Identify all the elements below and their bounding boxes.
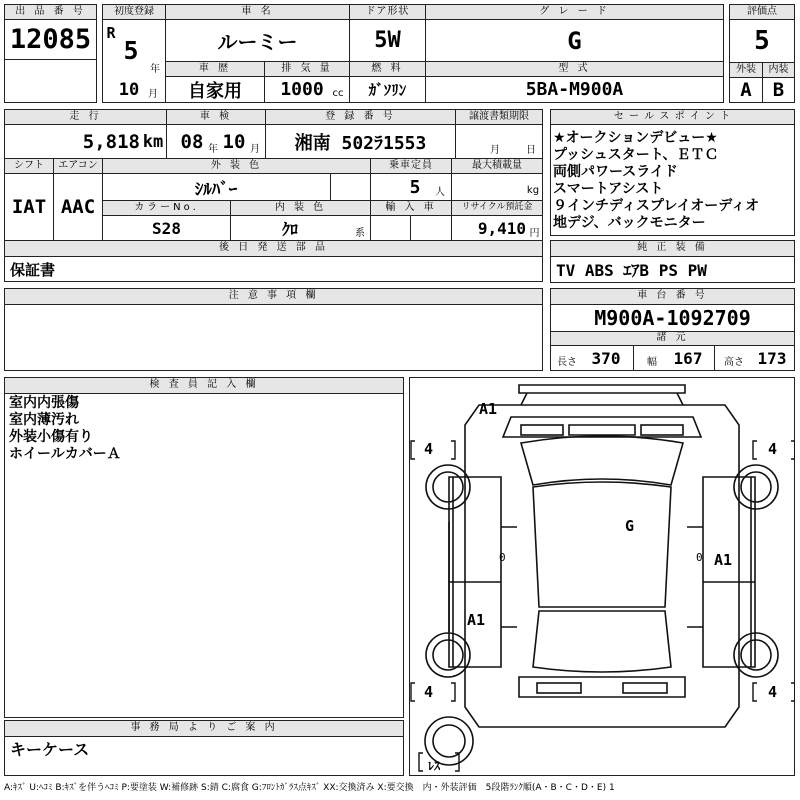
int-color-header: 内 装 色 (230, 200, 371, 216)
inspector-notes-header: 検 査 員 記 入 欄 (4, 377, 404, 394)
import-header: 輸 入 車 (370, 200, 452, 216)
first-reg-era: R (106, 24, 116, 42)
inspector-note: 外装小傷有り (9, 429, 93, 445)
sales-point: スマートアシスト (553, 181, 664, 197)
first-reg-header: 初度登録 (102, 4, 166, 20)
int-color-unit: 系 (355, 227, 365, 239)
side-zero-left: 0 (499, 551, 506, 564)
damage-mark-glass: G (625, 517, 635, 535)
first-reg-month: 10 (118, 80, 140, 100)
grade: G (567, 26, 582, 55)
later-items: 保証書 (10, 260, 56, 279)
capacity-header: 乗車定員 (370, 158, 452, 174)
office-notes-header: 事 務 局 よ り ご 案 内 (4, 720, 404, 737)
fuel-header: 燃 料 (349, 61, 426, 77)
shift-header: シフト (4, 158, 54, 174)
eval-header: 評価点 (729, 4, 795, 20)
tire-value-rear-left: 4 (424, 683, 434, 701)
exterior-header: 外装 (729, 62, 763, 78)
displacement: 1000 (280, 79, 324, 100)
recycle: 9,410 (477, 218, 526, 238)
inspection-year-unit: 年 (208, 143, 218, 155)
car-diagram (409, 377, 795, 776)
shift: IAT (11, 196, 47, 218)
inspection-month: 10 (222, 130, 246, 153)
sales-point: ★オークションデビュー★ (553, 130, 718, 146)
car-outline (465, 405, 739, 727)
sales-point: 地デジ、バックモニター (553, 215, 706, 231)
max-load-header: 最大積載量 (451, 158, 543, 174)
exterior-score: A (740, 79, 752, 101)
first-reg-year: 5 (123, 35, 139, 65)
max-load-unit: kg (526, 184, 540, 196)
windshield (521, 436, 683, 485)
first-reg-year-unit: 年 (150, 63, 160, 75)
dim-length-label: 長さ (557, 356, 577, 368)
first-reg-month-unit: 月 (148, 88, 158, 100)
dim-height: 173 (757, 348, 787, 368)
office-notes: キーケース (10, 739, 90, 759)
aircon-header: エアコン (53, 158, 103, 174)
door-type: 5W (374, 28, 401, 53)
genuine-equip: TV ABS ｴｱB PS PW (556, 261, 707, 280)
rear-window (533, 611, 671, 672)
sales-points-header: セ ー ル ス ポ イ ン ト (550, 109, 795, 125)
later-items-header: 後 日 発 送 部 品 (4, 240, 543, 257)
dimensions-header: 諸 元 (550, 331, 795, 346)
sales-point: 両側パワースライド (553, 164, 678, 180)
chassis-no: M900A-1092709 (594, 306, 751, 330)
front-bumper (519, 385, 685, 393)
sales-point: プッシュスタート、ＥＴＣ (553, 147, 719, 163)
right-side (703, 477, 755, 667)
inspector-notes-list (9, 395, 399, 463)
legend-footer: A:ｷｽﾞ U:ﾍｺﾐ B:ｷｽﾞを伴うﾍｺﾐ P:要塗装 W:補修跡 S:錆 C:腐食 G:ﾌﾛﾝﾄｶﾞﾗｽ点ｷｽﾞ XX:交換済み X:要交換 内・外装評価 5段階ﾗﾝｸ順(A・B・C・D・E) 1 (4, 783, 615, 793)
model-type: 5BA-M900A (525, 79, 624, 100)
genuine-equip-header: 純 正 装 備 (550, 240, 795, 257)
lot-no-header: 出 品 番 号 (4, 4, 97, 20)
grade-header: グ レ ー ド (425, 4, 724, 20)
caution-box (4, 304, 543, 371)
inspection-month-unit: 月 (250, 143, 260, 155)
damage-mark-front-left: A1 (479, 400, 498, 418)
recycle-header: リサイクル預託金 (451, 200, 543, 216)
lot-blank-box (4, 59, 97, 103)
interior-score: B (772, 79, 785, 101)
sales-points-list (553, 130, 793, 232)
inspector-note: 室内薄汚れ (9, 412, 79, 428)
transfer-docs-month-unit: 月 (490, 144, 500, 156)
displacement-unit: cc (332, 87, 344, 99)
tire-value-front-left: 4 (424, 440, 434, 458)
roof (533, 482, 671, 607)
dim-width-label: 幅 (647, 356, 657, 368)
reg-number: 湘南 502ﾗ1553 (294, 132, 427, 154)
side-zero-right: 0 (696, 551, 703, 564)
inspection-year: 08 (180, 130, 204, 153)
caution-header: 注 意 事 項 欄 (4, 288, 543, 305)
int-color: ｸﾛ (281, 219, 298, 239)
door-type-header: ドア形状 (349, 4, 426, 20)
color-no-header: カラーNo. (102, 200, 231, 216)
car-history-header: 車 歴 (165, 61, 265, 77)
damage-mark-right: A1 (714, 551, 733, 569)
tire-value-rear-right: 4 (768, 683, 778, 701)
dim-length: 370 (591, 348, 621, 368)
car-history: 自家用 (188, 80, 242, 102)
mileage-header: 走 行 (4, 109, 167, 125)
dim-height-label: 高さ (724, 356, 744, 368)
color-no: S28 (152, 218, 181, 238)
inspector-note: 室内内張傷 (9, 395, 79, 411)
sales-point: ９インチディスプレイオーディオ (553, 198, 760, 214)
interior-header: 内装 (762, 62, 795, 78)
mileage-unit: km (142, 131, 164, 152)
tire-value-front-right: 4 (768, 440, 778, 458)
capacity-unit: 人 (435, 186, 445, 198)
spare-tire-value: ﾚｽ (428, 759, 441, 773)
eval-score: 5 (754, 26, 770, 56)
fuel: ｶﾞｿﾘﾝ (368, 81, 407, 99)
reg-number-header: 登 録 番 号 (265, 109, 456, 125)
dim-width: 167 (673, 348, 703, 368)
transfer-docs-day-unit: 日 (526, 144, 536, 156)
aircon: AAC (60, 196, 96, 218)
chassis-header: 車 台 番 号 (550, 288, 795, 305)
transfer-docs-header: 譲渡書類期限 (455, 109, 543, 125)
capacity: 5 (409, 176, 421, 198)
ext-color: ｼﾙﾊﾞｰ (194, 179, 238, 200)
lot-number: 12085 (9, 24, 92, 55)
car-name: ルーミー (217, 30, 298, 54)
import-divider (410, 215, 452, 241)
ext-color-divider (330, 173, 371, 201)
ext-color-header: 外 装 色 (102, 158, 371, 174)
car-name-header: 車 名 (165, 4, 350, 20)
damage-mark-left-rear: A1 (467, 611, 486, 629)
hood (503, 417, 701, 437)
left-side (449, 477, 501, 667)
displacement-header: 排 気 量 (264, 61, 350, 77)
recycle-unit: 円 (529, 227, 540, 239)
model-type-header: 型 式 (425, 61, 724, 77)
inspection-header: 車 検 (166, 109, 266, 125)
inspector-note: ホイールカバーＡ (9, 446, 121, 462)
mileage: 5,818 (82, 130, 140, 153)
